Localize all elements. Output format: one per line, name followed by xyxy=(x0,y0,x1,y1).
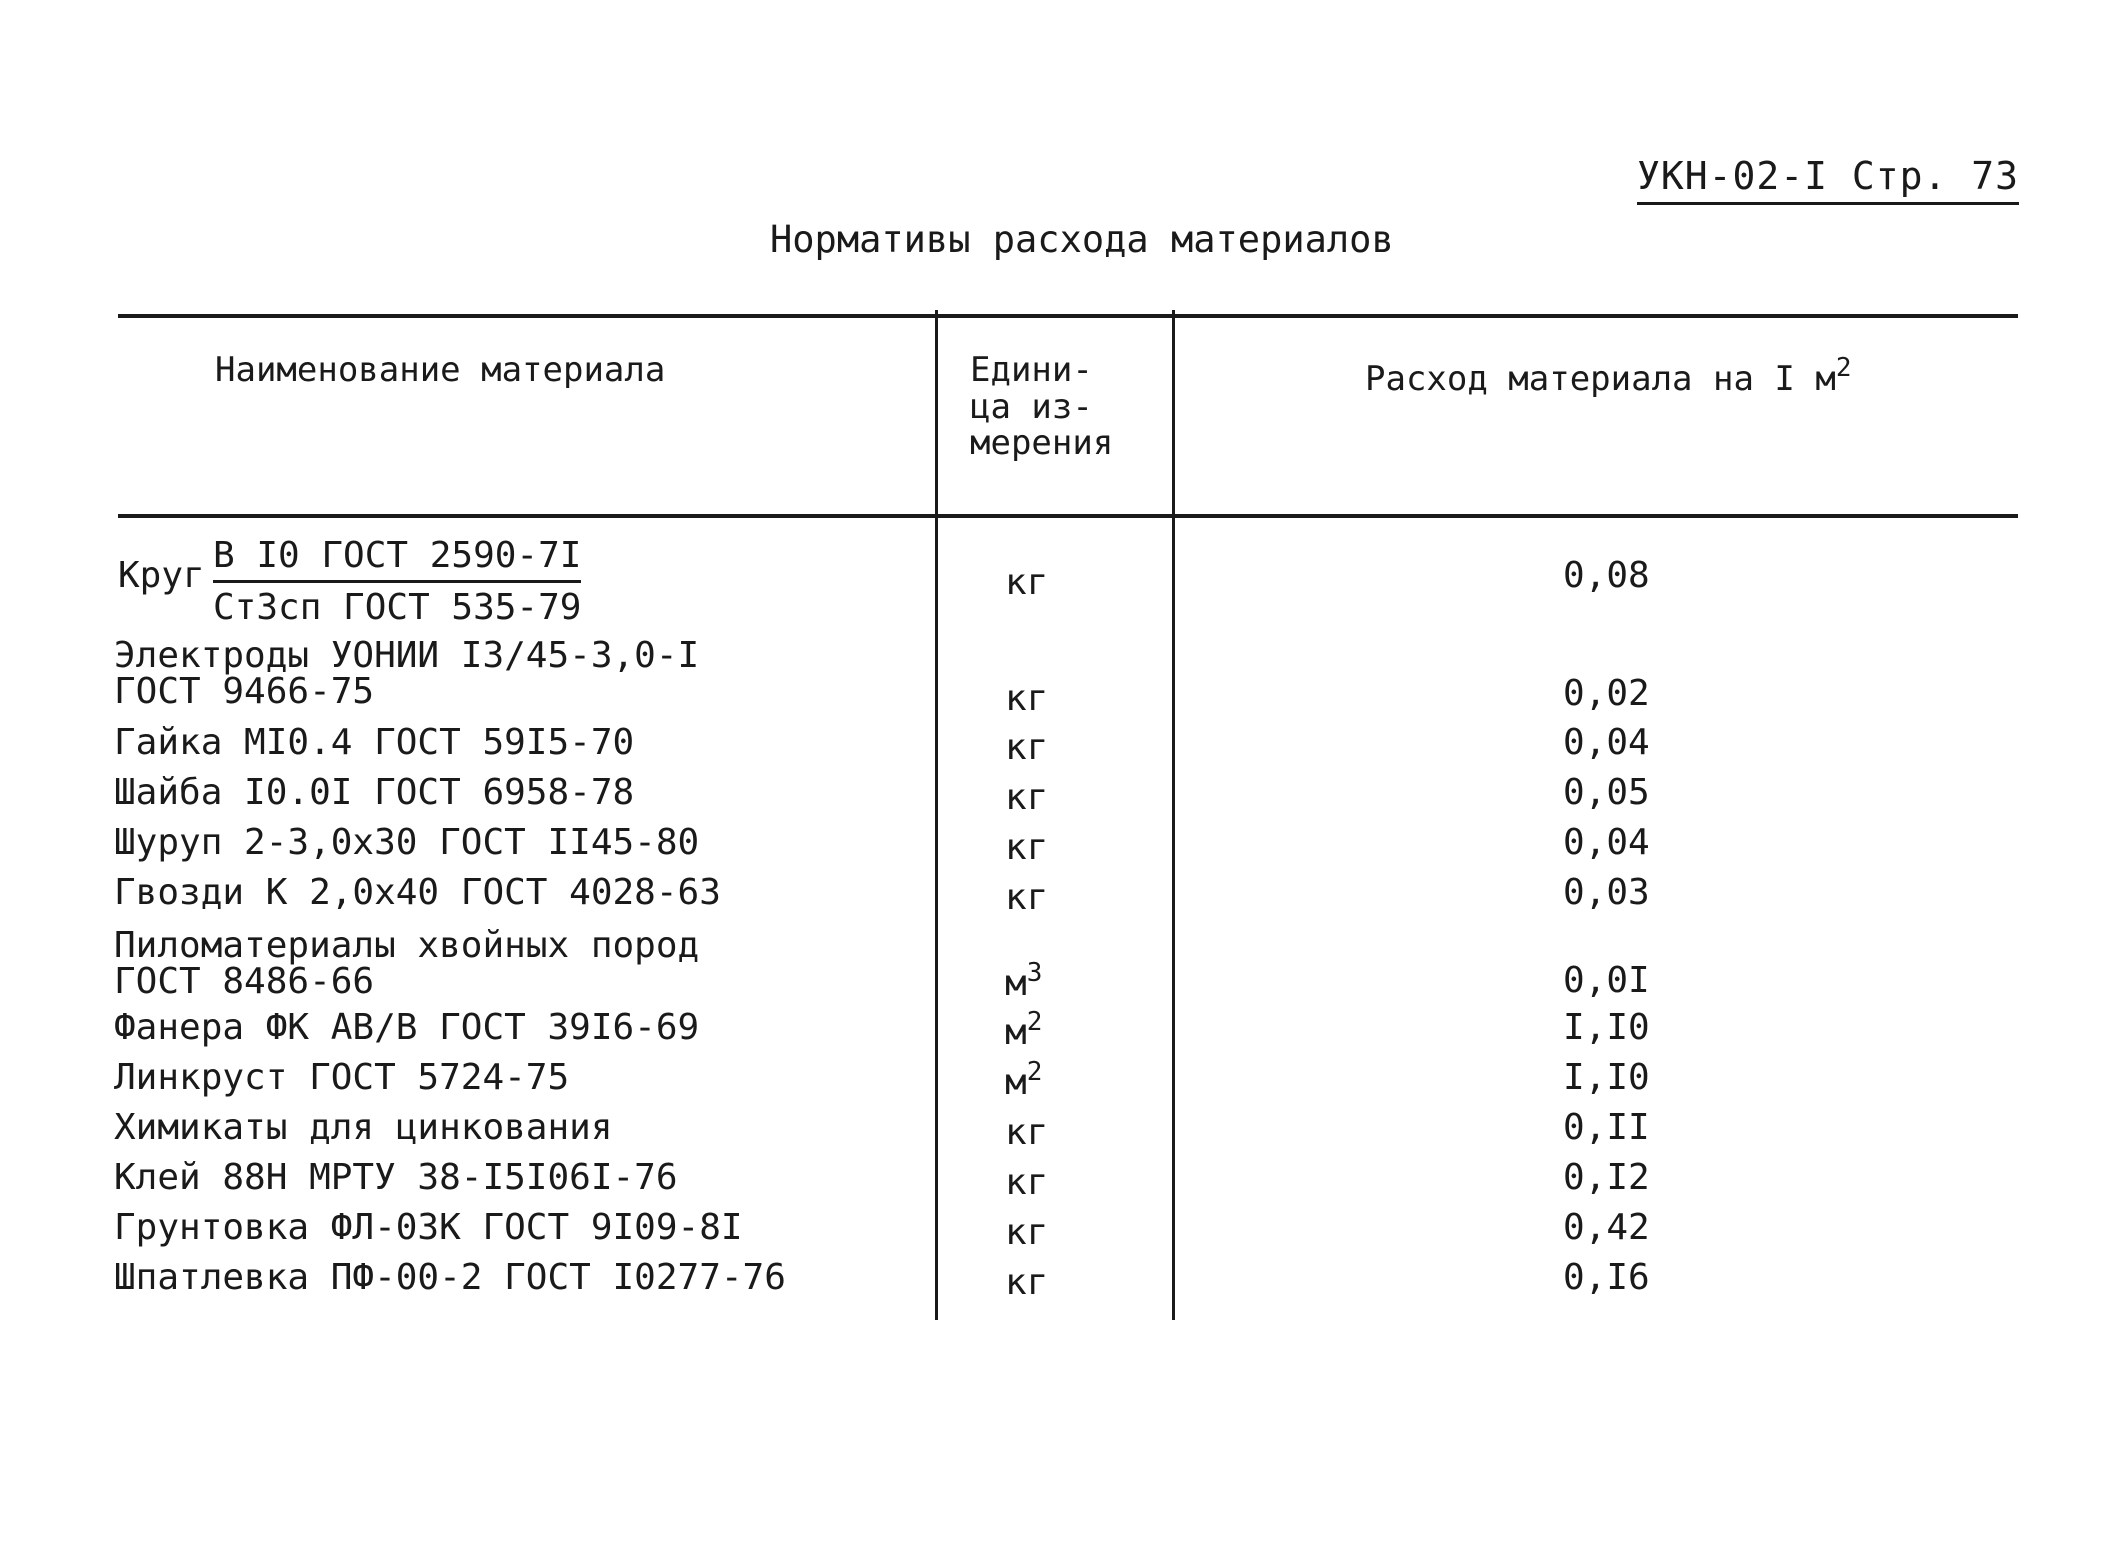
unit-cell xyxy=(1005,1057,1125,1103)
unit-cell xyxy=(1005,958,1125,1004)
fraction-denominator: Ст3сп ГОСТ 535-79 xyxy=(213,587,582,628)
unit-text: кг xyxy=(1005,827,1049,868)
amount-cell: 0,04 xyxy=(1563,822,1650,863)
fraction-numerator: В I0 ГОСТ 2590-7I xyxy=(213,535,581,583)
material-name: Гайка МI0.4 ГОСТ 59I5-70 xyxy=(114,722,635,763)
material-name: Шпатлевка ПФ-00-2 ГОСТ I0277-76 xyxy=(114,1257,786,1298)
amount-cell: 0,I6 xyxy=(1563,1257,1650,1298)
amount-cell: I,I0 xyxy=(1563,1007,1650,1048)
header-unit-line-2: ца из- xyxy=(970,386,1093,427)
unit-cell xyxy=(1005,1107,1125,1153)
amount-cell: 0,0I xyxy=(1563,960,1650,1001)
unit-sup: 2 xyxy=(1026,1007,1043,1037)
unit-cell xyxy=(1005,722,1125,768)
unit-cell xyxy=(1005,557,1125,603)
material-name: Химикаты для цинкования xyxy=(114,1107,613,1148)
document-title xyxy=(0,218,2127,261)
material-name: Гвозди К 2,0х40 ГОСТ 4028-63 xyxy=(114,872,721,913)
unit-sup: 2 xyxy=(1026,1057,1043,1087)
amount-cell: 0,08 xyxy=(1563,555,1650,596)
unit-cell xyxy=(1005,1007,1125,1053)
amount-cell: 0,05 xyxy=(1563,772,1650,813)
unit-text: м xyxy=(1005,963,1027,1004)
header-amount-sup: 2 xyxy=(1835,353,1852,383)
amount-cell: 0,03 xyxy=(1563,872,1650,913)
amount-cell: I,I0 xyxy=(1563,1057,1650,1098)
column-divider-amount xyxy=(1172,310,1175,1320)
unit-cell xyxy=(1005,772,1125,818)
material-name-line-1: Электроды УОНИИ I3/45-3,0-I xyxy=(114,635,700,676)
unit-text: м xyxy=(1005,1012,1027,1053)
unit-text: кг xyxy=(1005,877,1049,918)
material-name xyxy=(114,635,700,712)
material-name: Шайба I0.0I ГОСТ 6958-78 xyxy=(114,772,635,813)
document-title-text: Нормативы расхода материалов xyxy=(770,218,1394,261)
unit-text: кг xyxy=(1005,727,1049,768)
amount-cell: 0,02 xyxy=(1563,673,1650,714)
unit-text: кг xyxy=(1005,1262,1049,1303)
unit-text: кг xyxy=(1005,678,1049,719)
header-amount-text: Расход материала на I м xyxy=(1365,359,1836,399)
unit-text: кг xyxy=(1005,1112,1049,1153)
header-unit xyxy=(970,352,1160,462)
material-name: Клей 88Н МРТУ 38-I5I06I-76 xyxy=(114,1157,678,1198)
material-name-line-2: ГОСТ 9466-75 xyxy=(114,671,375,712)
unit-text: кг xyxy=(1005,1212,1049,1253)
material-name-line-1: Пиломатериалы хвойных пород xyxy=(114,925,700,966)
page-reference: УКН-02-I Стр. 73 xyxy=(1637,154,2019,205)
amount-cell: 0,42 xyxy=(1563,1207,1650,1248)
unit-cell xyxy=(1005,1157,1125,1203)
header-amount xyxy=(1365,354,1851,398)
material-name-line-2: ГОСТ 8486-66 xyxy=(114,961,375,1002)
unit-cell xyxy=(1005,822,1125,868)
table-header-rule xyxy=(118,514,2018,518)
unit-cell xyxy=(1005,673,1125,719)
unit-text: кг xyxy=(1005,562,1049,603)
table-top-rule xyxy=(118,314,2018,318)
material-name-label: Круг xyxy=(118,555,205,596)
material-name: Фанера ФК АВ/В ГОСТ 39I6-69 xyxy=(114,1007,700,1048)
column-divider-unit xyxy=(935,310,938,1320)
header-unit-line-3: мерения xyxy=(970,423,1114,464)
material-name xyxy=(114,925,700,1002)
unit-text: кг xyxy=(1005,1162,1049,1203)
unit-sup: 3 xyxy=(1026,958,1043,988)
material-name: Шуруп 2-3,0х30 ГОСТ II45-80 xyxy=(114,822,700,863)
header-material-name: Наименование материала xyxy=(215,350,666,390)
unit-cell xyxy=(1005,1207,1125,1253)
material-name-fraction xyxy=(213,535,581,628)
unit-cell xyxy=(1005,872,1125,918)
unit-text: кг xyxy=(1005,777,1049,818)
amount-cell: 0,04 xyxy=(1563,722,1650,763)
unit-cell xyxy=(1005,1257,1125,1303)
unit-text: м xyxy=(1005,1062,1027,1103)
amount-cell: 0,II xyxy=(1563,1107,1650,1148)
material-name: Грунтовка ФЛ-03К ГОСТ 9I09-8I xyxy=(114,1207,743,1248)
material-name: Линкруст ГОСТ 5724-75 xyxy=(114,1057,570,1098)
header-unit-line-1: Едини- xyxy=(970,350,1093,390)
amount-cell: 0,I2 xyxy=(1563,1157,1650,1198)
